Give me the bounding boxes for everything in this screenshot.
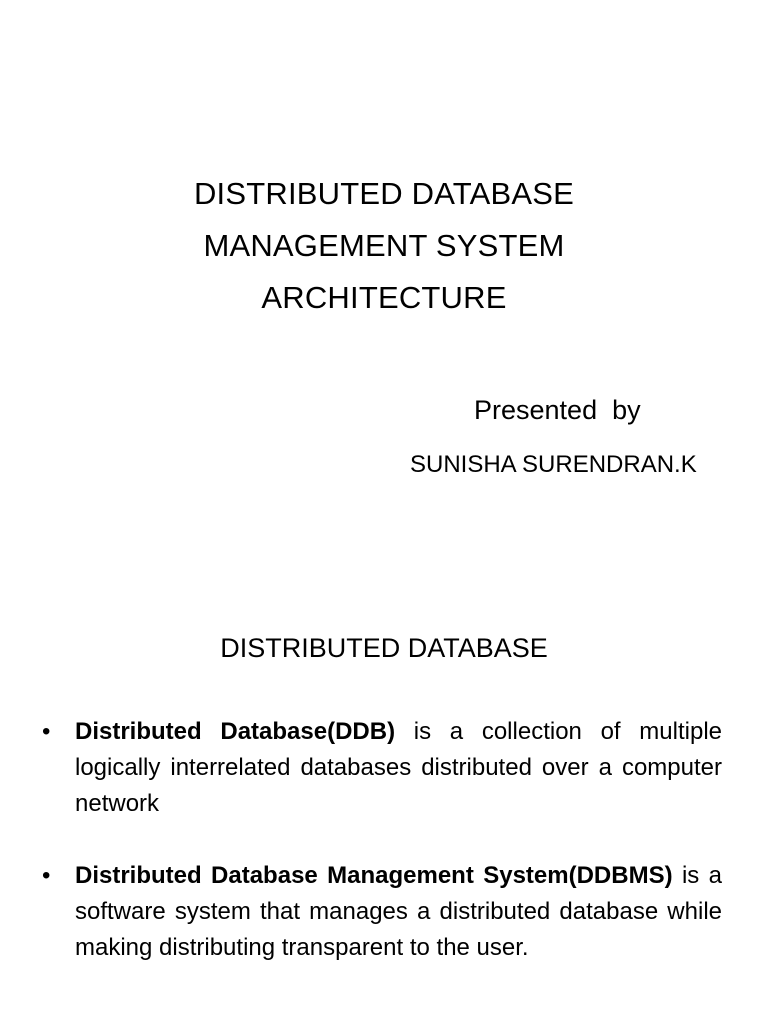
content-slide (0, 576, 768, 1024)
presentation-title (84, 168, 684, 324)
presenter-label: Presented by (474, 395, 641, 425)
bullet-term: Distributed Database(DDB) (75, 718, 396, 745)
bullet-term: Distributed Database Management System(DDBMS) (75, 862, 673, 889)
presenter-name: SUNISHA SURENDRAN.K (410, 451, 697, 478)
bullet-item-ddbms (40, 858, 722, 966)
bullet-icon: • (42, 862, 51, 889)
bullet-text: is a software system that manages a distributed database while making distributing transparent to the user. (75, 862, 723, 961)
title-line-1: DISTRIBUTED DATABASE (193, 176, 575, 211)
title-line-2: MANAGEMENT SYSTEM (203, 228, 565, 263)
bullet-icon: • (42, 718, 51, 745)
bullet-item-ddb (40, 714, 722, 822)
slide-title: DISTRIBUTED DATABASE (220, 633, 548, 663)
bullet-list (40, 714, 722, 966)
title-line-3: ARCHITECTURE (261, 280, 507, 315)
bullet-text: is a collection of multiple logically interrelated databases distributed over a computer network (75, 718, 722, 817)
